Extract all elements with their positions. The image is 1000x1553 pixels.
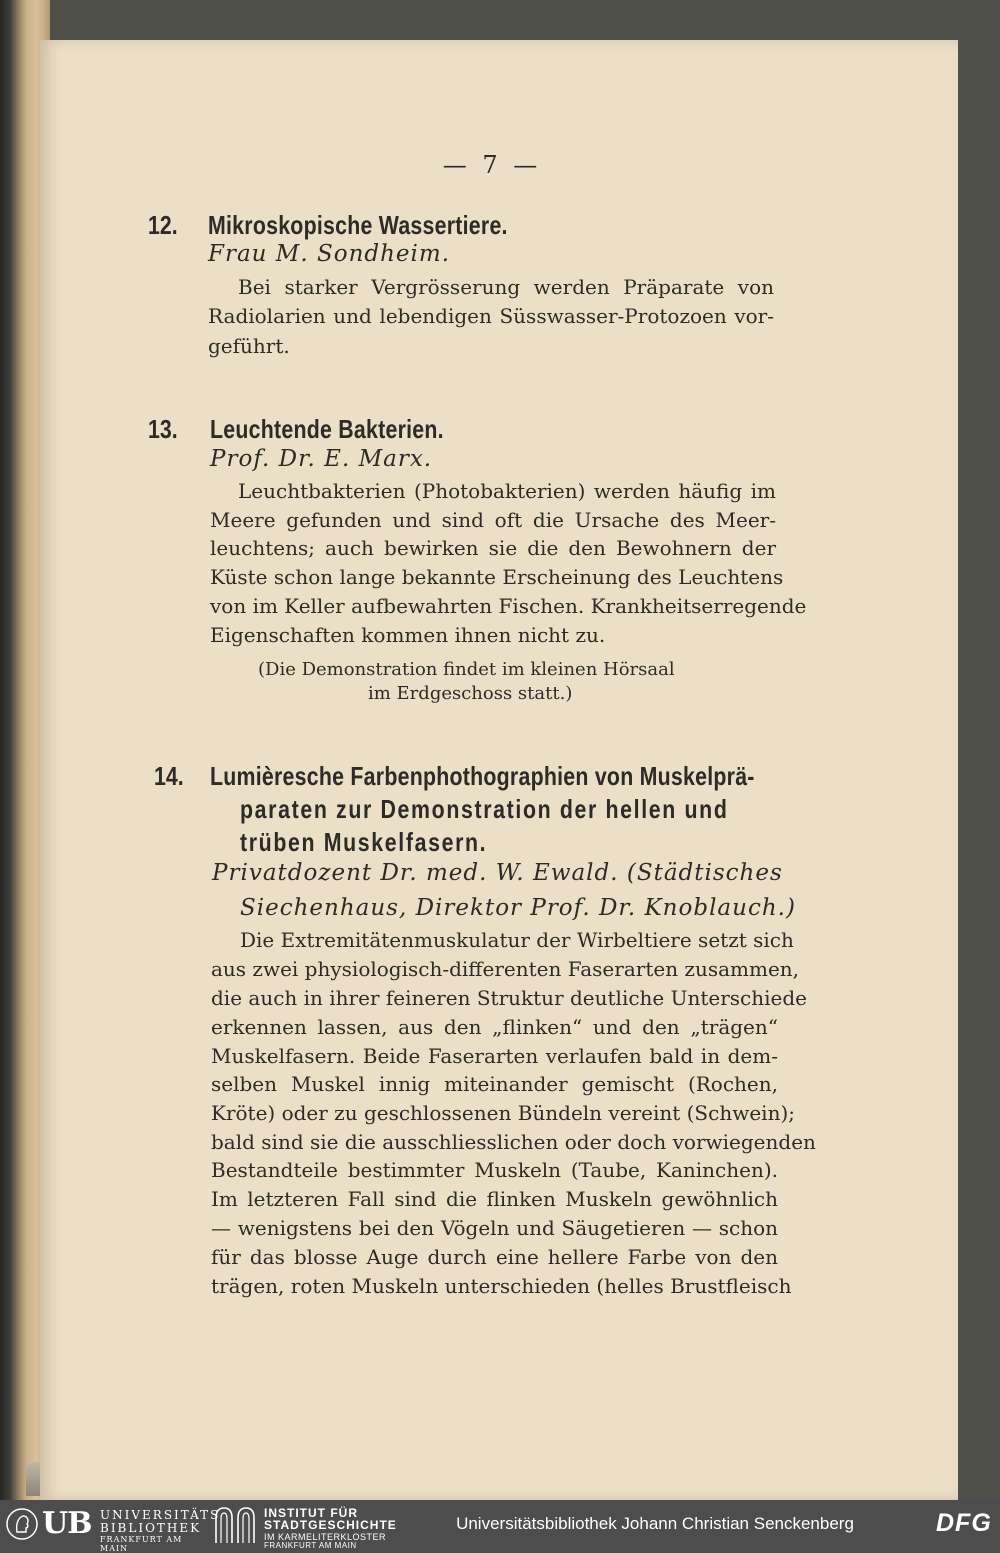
entry-text-line: selben Muskel innig miteinander gemischt (Rochen, [211, 1072, 778, 1096]
ifs-name-line: INSTITUT FÜR [264, 1506, 358, 1520]
entry-number: 13. [148, 414, 178, 444]
entry-title: Lumièresche Farbenphothographien von Muskelprä- [210, 761, 755, 791]
entry-text-line: Küste schon lange bekannte Erscheinung des Leuchtens [210, 565, 784, 589]
entry-title: Mikroskopische Wassertiere. [208, 210, 508, 240]
entry-number: 12. [148, 210, 178, 240]
viewer-footer [0, 1500, 1000, 1553]
entry-text-line: die auch in ihrer feineren Struktur deutliche Unterschiede [211, 986, 807, 1010]
entry-text-line: Leuchtbakterien (Photobakterien) werden häufig im [238, 479, 776, 503]
entry-text-line: Kröte) oder zu geschlossenen Bündeln vereint (Schwein); [211, 1101, 795, 1125]
ub-name-line: UNIVERSITÄTS [100, 1508, 221, 1522]
entry-author: Prof. Dr. E. Marx. [210, 446, 433, 472]
entry-text-line: Bei starker Vergrösserung werden Präparate von [238, 275, 774, 299]
entry-author: Frau M. Sondheim. [208, 241, 451, 267]
entry-text-line: trägen, roten Muskeln unterschieden (helles Brustfleisch [211, 1274, 792, 1298]
page-number: — 7 — [442, 151, 542, 179]
entry-title: Leuchtende Bakterien. [210, 414, 444, 444]
ub-letters: UB [42, 1506, 92, 1541]
entry-text-line: von im Keller aufbewahrten Fischen. Krankheitserregende [210, 594, 807, 618]
entry-text-line: — wenigstens bei den Vögeln und Säugetieren — schon [211, 1216, 778, 1240]
entry-title: paraten zur Demonstration der hellen und [240, 794, 729, 824]
dfg-logo[interactable]: DFG [936, 1509, 992, 1537]
entry-text-line: Im letzteren Fall sind die flinken Muskeln gewöhnlich [211, 1187, 778, 1211]
entry-text-line: aus zwei physiologisch-differenten Faserarten zusammen, [211, 957, 800, 981]
library-name: Universitätsbibliothek Johann Christian Senckenberg [456, 1514, 854, 1533]
entry-text-line: Bestandteile bestimmter Muskeln (Taube, Kaninchen). [211, 1158, 778, 1182]
entry-author: Siechenhaus, Direktor Prof. Dr. Knoblauch.) [240, 895, 796, 921]
entry-text-line: Muskelfasern. Beide Faserarten verlaufen bald in dem- [211, 1044, 778, 1068]
entry-text-line: für das blosse Auge durch eine hellere Farbe von den [211, 1245, 778, 1269]
ifs-name-line: STADTGESCHICHTE [264, 1518, 397, 1532]
ifs-sub-line: IM KARMELITERKLOSTER [264, 1532, 387, 1542]
entry-title: trüben Muskelfasern. [240, 827, 488, 857]
ub-city-line: FRANKFURT AM MAIN [100, 1535, 183, 1553]
entry-text-line: geführt. [208, 334, 290, 358]
entry-number: 14. [154, 761, 184, 791]
entry-note-line: (Die Demonstration findet im kleinen Hörsaal [258, 659, 675, 680]
ub-name-line: BIBLIOTHEK [100, 1521, 202, 1535]
entry-text-line: erkennen lassen, aus den „flinken“ und den „trägen“ [211, 1015, 778, 1039]
entry-text-line: Eigenschaften kommen ihnen nicht zu. [210, 623, 606, 647]
ifs-city-line: FRANKFURT AM MAIN [264, 1541, 357, 1550]
entry-author: Privatdozent Dr. med. W. Ewald. (Städtisches [212, 860, 783, 886]
entry-note-line: im Erdgeschoss statt.) [368, 683, 573, 704]
entry-text-line: Die Extremitätenmuskulatur der Wirbeltiere setzt sich [240, 928, 794, 952]
entry-text-line: Radiolarien und lebendigen Süsswasser-Protozoen vor- [208, 304, 774, 328]
book-page [40, 40, 958, 1500]
entry-text-line: Meere gefunden und sind oft die Ursache des Meer- [210, 508, 776, 532]
entry-text-line: leuchtens; auch bewirken sie die den Bewohnern der [210, 536, 776, 560]
entry-text-line: bald sind sie die ausschliesslichen oder doch vorwiegenden [211, 1130, 816, 1154]
